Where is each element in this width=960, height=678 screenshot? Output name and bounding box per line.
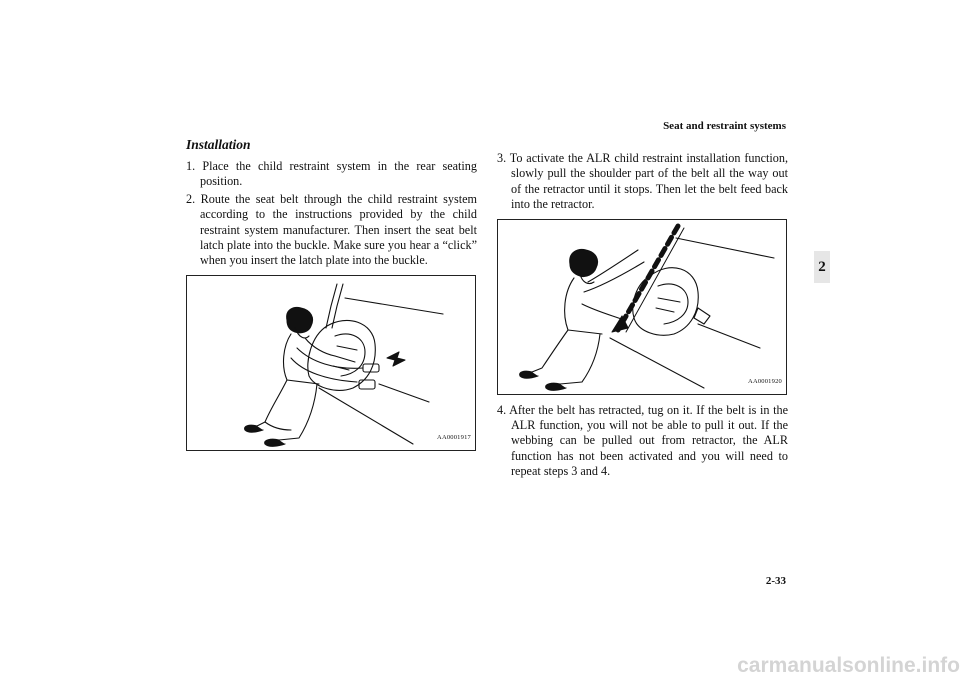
figure-code: AA0001920 (748, 378, 782, 386)
right-column (497, 151, 788, 482)
step-4: 4. After the belt has retracted, tug on it. If the belt is in the ALR function, you will not be able to pull it out. If the webbing can be pulled out from retractor, the ALR function has not been activated and you will need to repeat steps 3 and 4. (497, 402, 788, 479)
illustration-woman-kneeling-installing-child-seat (187, 276, 475, 450)
chapter-tab: 2 (814, 251, 830, 283)
left-column (186, 137, 477, 451)
step-1: 1. Place the child restraint system in the rear seating position. (186, 159, 477, 189)
running-header: Seat and restraint systems (663, 120, 786, 132)
step-3: 3. To activate the ALR child restraint installation function, slowly pull the shoulder part of the belt all the way out of the retractor until it stops. Then let the belt feed back into the retractor. (497, 151, 788, 212)
step-2: 2. Route the seat belt through the child restraint system according to the instructions provided by the child restraint system manufacturer. Then insert the seat belt latch plate into the buckle. Make sure you hear a “click” when you insert the latch plate into the buckle. (186, 191, 477, 268)
page-number: 2-33 (765, 575, 786, 587)
figure-code: AA0001917 (437, 434, 471, 442)
illustration-woman-pulling-belt-from-retractor (498, 220, 786, 394)
watermark: carmanualsonline.info (737, 654, 960, 677)
figure-pull-shoulder-belt (497, 219, 787, 395)
figure-install-child-seat (186, 275, 476, 451)
section-heading: Installation (186, 137, 251, 152)
